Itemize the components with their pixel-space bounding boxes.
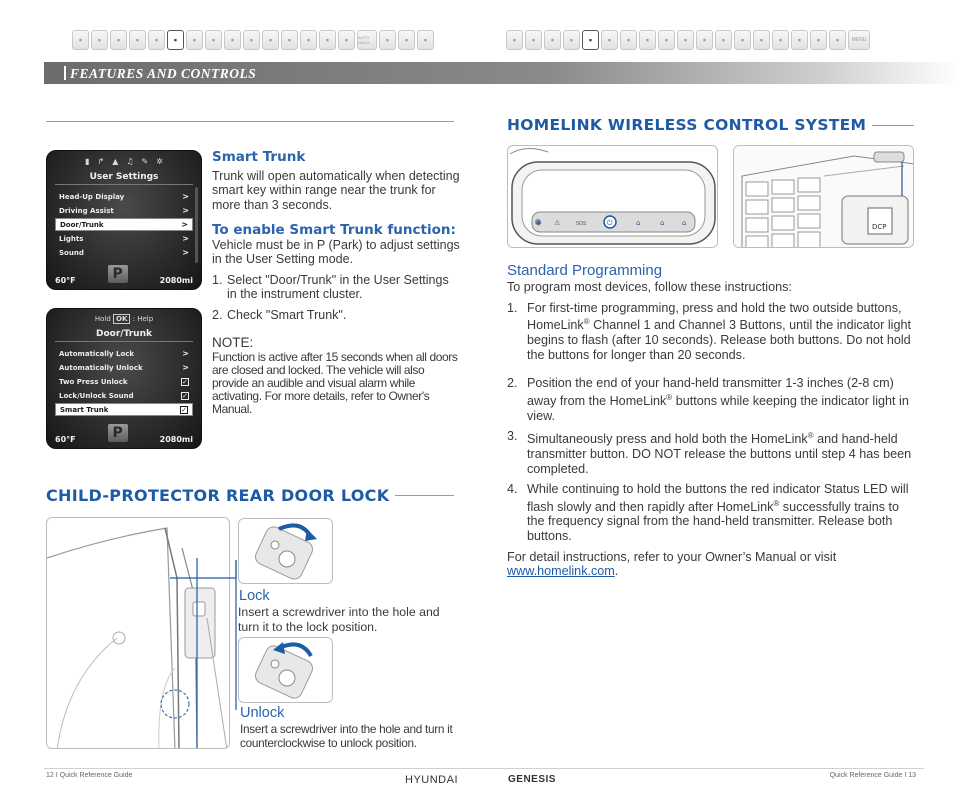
cluster-menu-item (55, 218, 193, 231)
svg-text:⏻: ⏻ (607, 220, 613, 227)
cluster-menu (47, 190, 201, 259)
svg-text:SOS: SOS (576, 221, 587, 227)
smart-trunk-description: Trunk will open automatically when detecting smart key within range near the trunk for more than 3 seconds. (212, 168, 460, 212)
title-rule (395, 495, 454, 496)
unlock-text: Insert a screwdriver into the hole and turn it counterclockwise to unlock position. (240, 722, 453, 750)
temperature: 60°F (55, 276, 76, 285)
menu-icon: MENU (848, 30, 870, 50)
car-icon: ▮ (85, 157, 90, 166)
chevron-right-icon: > (182, 248, 189, 257)
step-number: 1. (212, 272, 223, 287)
gear-indicator: P (108, 424, 128, 442)
homelink-instructions (507, 280, 917, 579)
voice-icon: ▪ (544, 30, 561, 50)
cluster-footer (47, 265, 201, 285)
cluster-menu-item (55, 347, 193, 360)
list-item (212, 273, 460, 302)
section-label: FEATURES AND CONTROLS (70, 66, 257, 81)
section-title-text: CHILD-PROTECTOR REAR DOOR LOCK (46, 486, 390, 505)
footer-right: Quick Reference Guide I 13 (829, 772, 916, 779)
step-number: 4. (507, 482, 518, 497)
gear-indicator: P (108, 265, 128, 283)
cluster-menu-label: Head-Up Display (59, 192, 125, 201)
auto-hold-icon: AUTO HOLD (357, 30, 377, 50)
cluster-menu-item (55, 375, 193, 388)
homelink-icon: ▪ (582, 30, 599, 50)
cluster-menu-label: Two Press Unlock (59, 377, 128, 386)
step-text: Simultaneously press and hold both the HomeLink® and hand-held transmitter button. DO NOT release the buttons until step 4 has been completed. (527, 431, 912, 476)
cluster-menu-item (55, 361, 193, 374)
wrench-icon: ✎ (141, 157, 149, 166)
odometer: 2080mi (159, 435, 193, 444)
drive-mode-icon: ▪ (696, 30, 713, 50)
usb-icon: ▪ (563, 30, 580, 50)
cluster-hint (47, 315, 201, 323)
sport-icon: ▪ (715, 30, 732, 50)
odometer: 2080mi (159, 276, 193, 285)
cluster-menu-label: Automatically Lock (59, 349, 135, 358)
hood-icon: ▪ (734, 30, 751, 50)
nav-icon: ▪ (525, 30, 542, 50)
cluster-menu-item (55, 232, 193, 245)
cluster-footer (47, 424, 201, 444)
checkbox-icon: ✓ (182, 377, 188, 386)
park-icon: ▪ (639, 30, 656, 50)
section-title-text: HOMELINK WIRELESS CONTROL SYSTEM (507, 116, 867, 134)
list-item (212, 308, 460, 323)
cluster-menu-label: Door/Trunk (60, 220, 104, 229)
cluster-icon: ▪ (262, 30, 279, 50)
cluster-menu-label: Sound (59, 248, 84, 257)
step-text: For first-time programming, press and hold the two outside buttons, HomeLink® Channel 1 and Channel 3 Buttons, until the indicator light begins to flash (after 10 seconds). Release both buttons. Do not hold the buttons for longer than 20 seconds. (527, 300, 911, 362)
camera-icon: ▪ (338, 30, 355, 50)
lane-icon: ▪ (620, 30, 637, 50)
list-item (507, 482, 917, 544)
mirror-icon: ▪ (91, 30, 108, 50)
phone-icon: ▪ (506, 30, 523, 50)
cluster-menu-item (55, 403, 193, 416)
chevron-right-icon: > (182, 234, 189, 243)
lock-icon: ▪ (186, 30, 203, 50)
garage-image (733, 145, 914, 248)
cluster-door-trunk (46, 308, 202, 449)
unlock-title: Unlock (240, 705, 285, 721)
feature-icon-strip-right (506, 30, 870, 54)
section-tag-tick (64, 66, 66, 80)
hint-text: : Help (132, 315, 154, 323)
belt-icon: ▪ (772, 30, 789, 50)
trunk-icon: ▪ (224, 30, 241, 50)
svg-text:⚠: ⚠ (554, 219, 561, 227)
brand-genesis: GENESIS (508, 774, 556, 785)
audio-icon: ▪ (417, 30, 434, 50)
svg-text:DCP: DCP (872, 223, 887, 231)
callout-lines (170, 560, 240, 710)
chevron-right-icon: > (182, 192, 189, 201)
light-icon: ▪ (148, 30, 165, 50)
smart-trunk-title: Smart Trunk (212, 149, 306, 165)
seatheat-icon: ▪ (319, 30, 336, 50)
step-text: Check "Smart Trunk". (227, 307, 347, 322)
note-label: NOTE: (212, 335, 254, 350)
mirror-image (507, 145, 718, 248)
lock-mechanism-drawing (239, 519, 333, 584)
cluster-scrollbar (195, 187, 198, 263)
cluster-menu-label: Smart Trunk (60, 405, 109, 414)
footer-left: 12 I Quick Reference Guide (46, 772, 133, 779)
tire-icon: ▪ (398, 30, 415, 50)
svg-text:◈: ◈ (536, 219, 542, 227)
chevron-right-icon: > (182, 363, 189, 372)
link-suffix: . (614, 564, 619, 579)
cluster-menu-item (55, 246, 193, 259)
temperature: 60°F (55, 435, 76, 444)
homelink-title (507, 116, 914, 134)
car-front-icon: ▲ (112, 157, 119, 166)
defrost-icon: ▪ (300, 30, 317, 50)
step-number: 2. (507, 376, 518, 391)
step-number: 2. (212, 307, 223, 322)
homelink-link[interactable]: www.homelink.com (507, 564, 615, 579)
door-icon: ▪ (167, 30, 184, 50)
cluster-menu-item (55, 190, 193, 203)
ok-key: OK (113, 314, 130, 324)
cluster-menu-label: Automatically Unlock (59, 363, 143, 372)
hud-icon: ▪ (677, 30, 694, 50)
lock-text: Insert a screwdriver into the hole and turn it to the lock position. (238, 605, 440, 634)
feature-icon-strip-left (72, 30, 434, 54)
list-item (507, 301, 917, 363)
lock-title: Lock (239, 588, 270, 604)
cluster-menu-item (55, 204, 193, 217)
climate-icon: ▪ (281, 30, 298, 50)
lock-detail-image (238, 518, 333, 584)
enable-title: To enable Smart Trunk function: (212, 222, 456, 238)
unlock-detail-image (238, 637, 333, 703)
engine-icon: ▪ (753, 30, 770, 50)
blind-spot-icon: ▪ (658, 30, 675, 50)
step-text: While continuing to hold the buttons the red indicator Status LED will flash slowly and then rapidly after HomeLink® successfully trains to the frequency signal from the hand-held transmitter. Release both buttons. (527, 482, 909, 544)
chevron-right-icon: > (182, 206, 189, 215)
list-item (507, 376, 917, 423)
svg-text:⌂: ⌂ (636, 219, 641, 227)
cluster-menu-label: Lock/Unlock Sound (59, 391, 134, 400)
cluster-menu-item (55, 389, 193, 402)
cluster-menu-label: Lights (59, 234, 84, 243)
intro-text: To program most devices, follow these instructions: (507, 280, 792, 294)
airbag-icon: ▪ (791, 30, 808, 50)
chevron-right-icon: > (181, 220, 188, 229)
hint-text: Hold (94, 315, 111, 323)
detail-text (507, 550, 917, 579)
cluster-menu-label: Driving Assist (59, 206, 114, 215)
cluster-user-settings (46, 150, 202, 290)
detail-text-body: For detail instructions, refer to your Owner’s Manual or visit (507, 549, 837, 564)
unlock-mechanism-drawing (239, 638, 333, 703)
music-icon: ♫ (126, 157, 134, 166)
window-icon: ▪ (205, 30, 222, 50)
cruise-icon: ▪ (601, 30, 618, 50)
checkbox-icon: ✓ (181, 405, 187, 414)
footer-rule (44, 768, 924, 769)
tpms-icon: ▪ (810, 30, 827, 50)
step-text: Select "Door/Trunk" in the User Settings in the instrument cluster. (227, 272, 449, 301)
list-item (507, 429, 917, 476)
step-number: 1. (507, 300, 518, 315)
brand-hyundai: HYUNDAI (405, 774, 459, 786)
garage-door-drawing (734, 146, 914, 248)
note-text: Function is active after 15 seconds when all doors are closed and locked. The vehicle will also provide an audible and visual alarm while activating. For more details, refer to Owner's Manual. (212, 349, 458, 416)
smart-trunk-section (212, 150, 460, 416)
cluster-icon-row (47, 157, 201, 166)
seat-icon: ▪ (72, 30, 89, 50)
wiper-icon: ▪ (129, 30, 146, 50)
homelink-steps (507, 301, 917, 544)
cluster-title: Door/Trunk (55, 329, 193, 342)
settings-icon: ✲ (156, 157, 163, 166)
fuel-icon: ▪ (243, 30, 260, 50)
svg-text:⌂: ⌂ (682, 219, 687, 227)
step-number: 3. (507, 429, 518, 444)
brake-icon: ▪ (829, 30, 846, 50)
steering-icon: ▪ (110, 30, 127, 50)
cluster-menu (47, 347, 201, 416)
child-protector-title (46, 486, 454, 505)
title-rule (872, 125, 914, 126)
cluster-title: User Settings (55, 172, 193, 185)
divider (46, 121, 454, 122)
road-icon: ↱ (97, 157, 105, 166)
step-text: Position the end of your hand-held transmitter 1-3 inches (2-8 cm) away from the HomeLink® buttons while keeping the indicator light in view. (527, 376, 909, 423)
svg-text:⌂: ⌂ (660, 219, 665, 227)
chevron-right-icon: > (182, 349, 189, 358)
enable-description: Vehicle must be in P (Park) to adjust settings in the User Setting mode. (212, 237, 460, 266)
checkbox-icon: ✓ (182, 391, 188, 400)
rearview-mirror-drawing (508, 146, 718, 248)
key-icon: ▪ (379, 30, 396, 50)
standard-programming-title: Standard Programming (507, 262, 663, 279)
